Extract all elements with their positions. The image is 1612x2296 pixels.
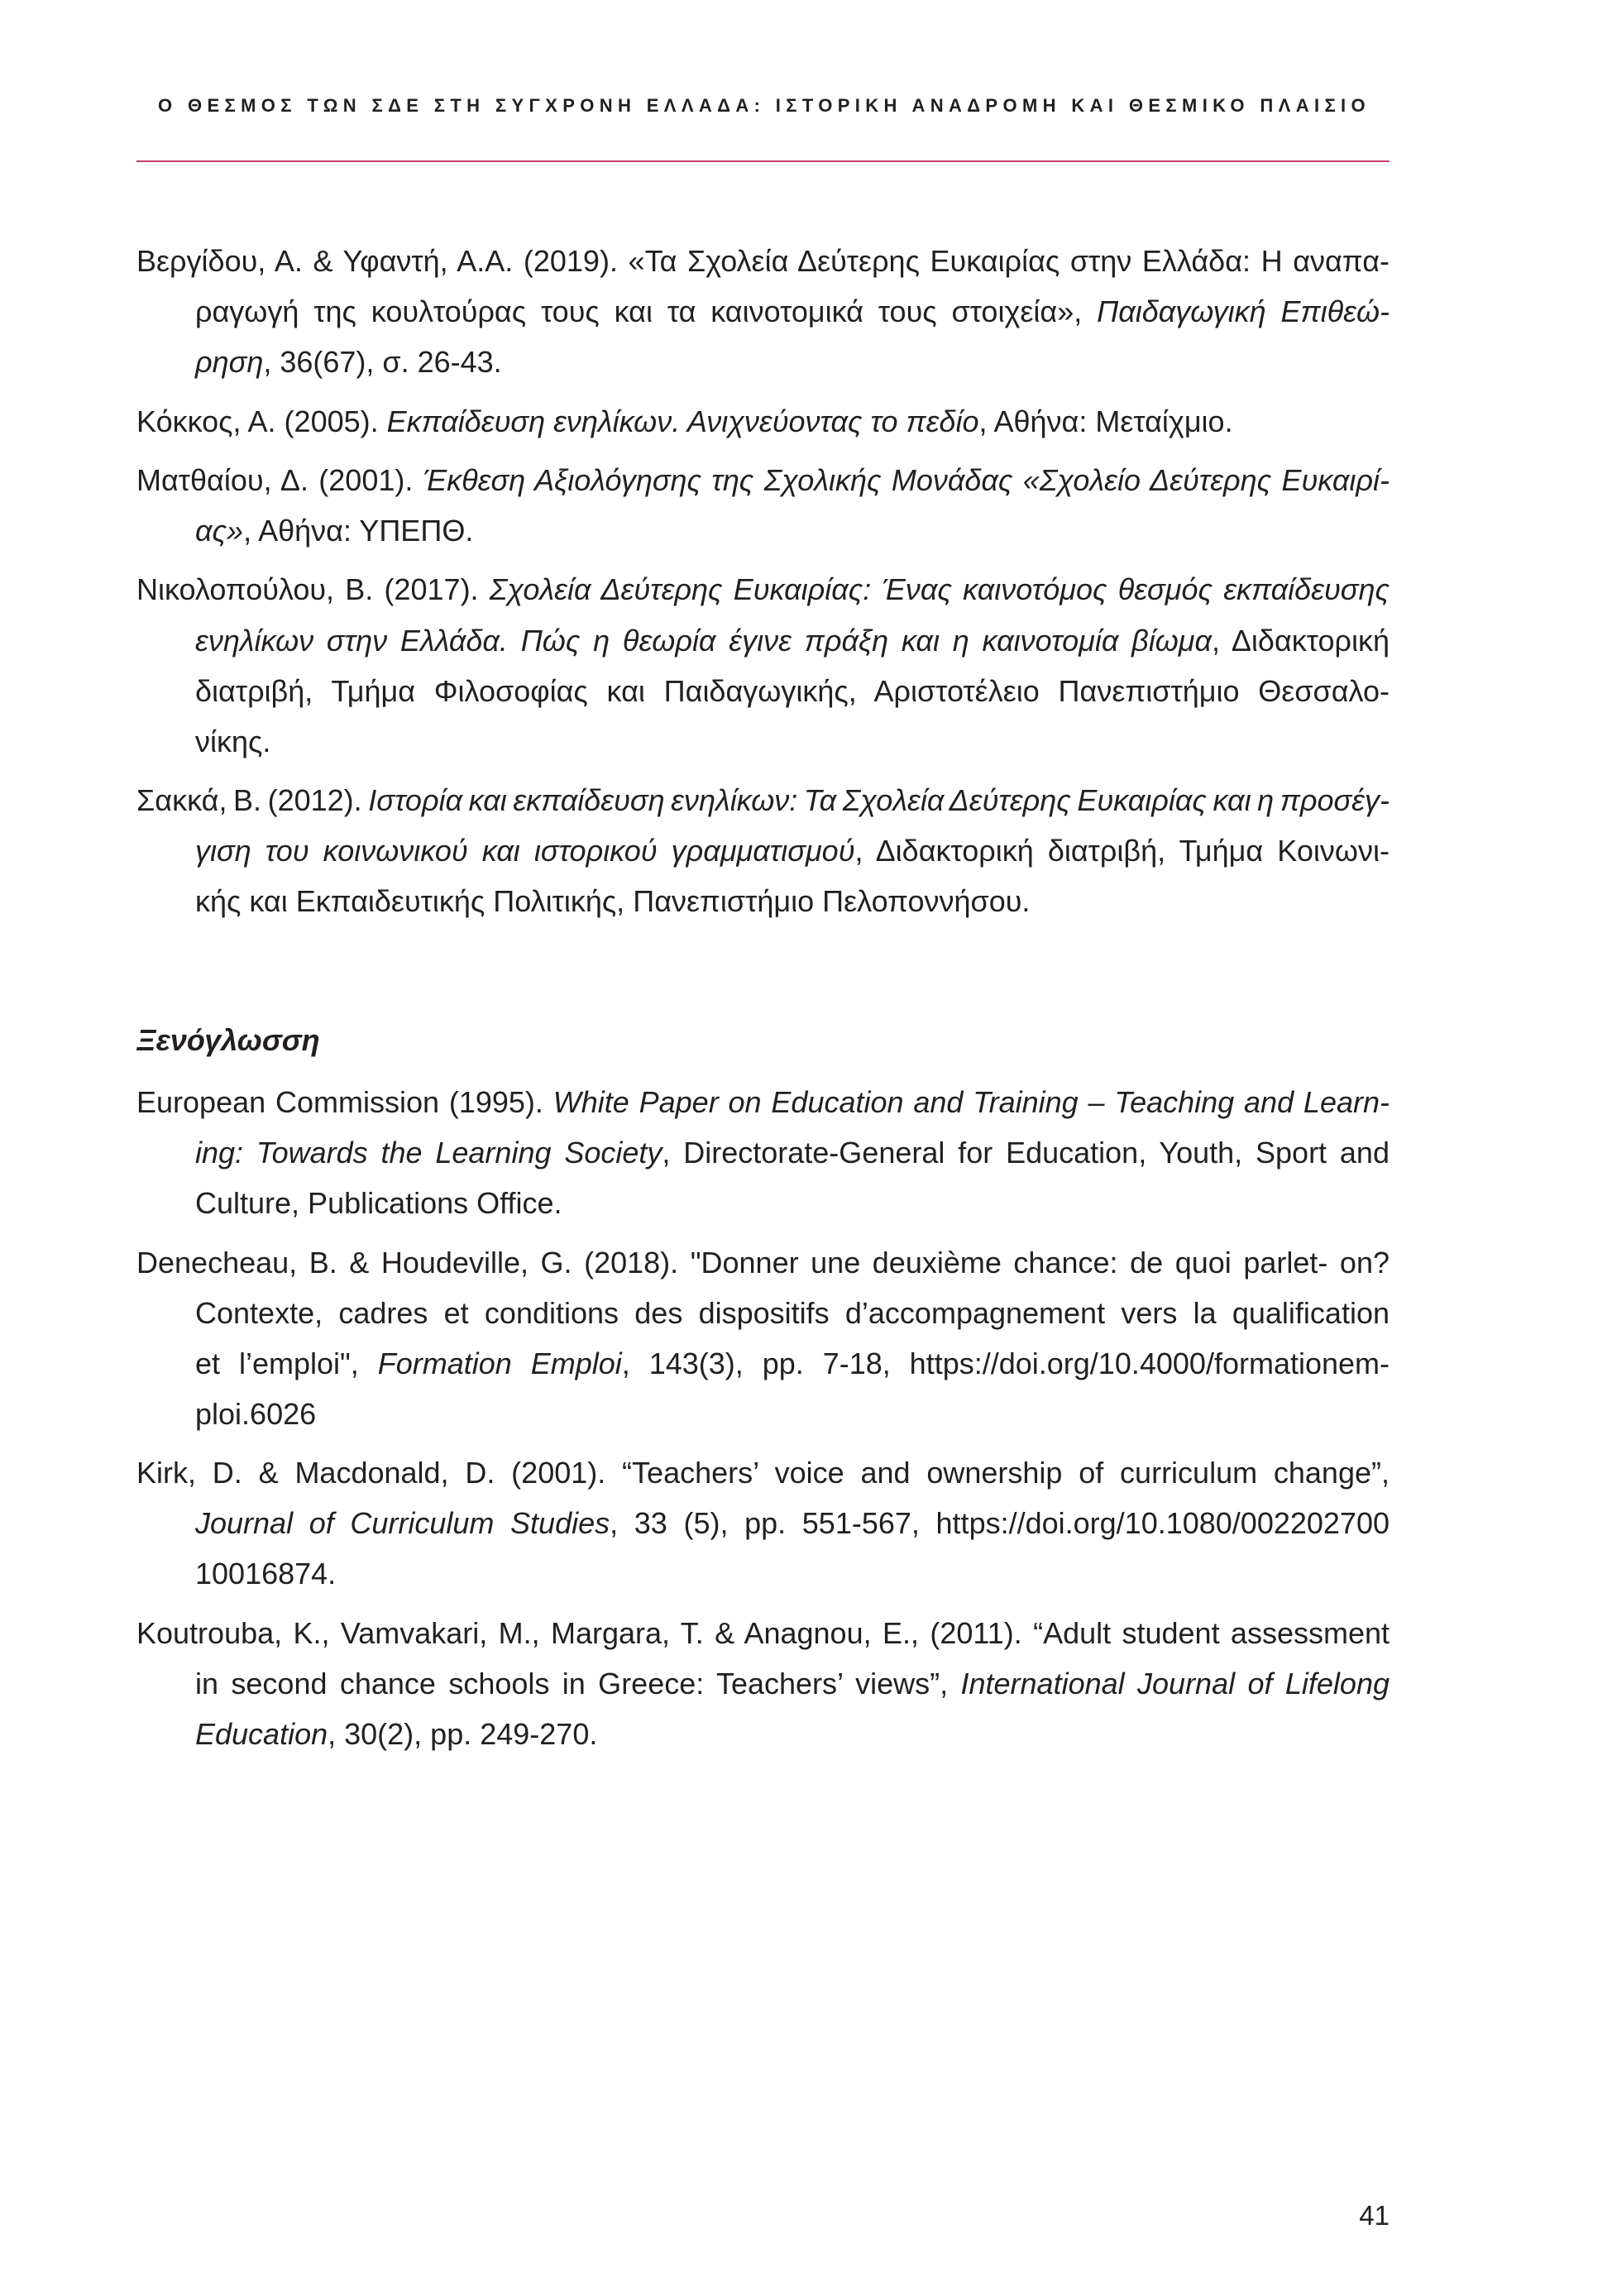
header-rule: [136, 160, 1390, 162]
reference-line: [195, 337, 1390, 387]
reference-line-text: [195, 286, 1390, 337]
page-number: 41: [1359, 2200, 1390, 2231]
reference-title: Education: [195, 1717, 328, 1752]
reference-text: , Directorate-General for Education, Youth, Sport and: [662, 1136, 1390, 1170]
reference-title: Σχολεία Δεύτερης Ευκαιρίας: Ένας καινοτόμος θεσμός εκπαίδευσης: [489, 572, 1390, 607]
reference-text: , 30(2), pp. 249-270.: [328, 1717, 598, 1752]
reference-text: , 143(3), pp. 7-18, https://doi.org/10.4000/formationem-: [621, 1346, 1390, 1380]
reference-text: Culture, Publications Office.: [195, 1186, 562, 1221]
reference-line: [136, 455, 1390, 505]
reference-line-text: [195, 337, 502, 387]
reference-line: [136, 564, 1390, 615]
foreign-references-heading: Ξενόγλωσση: [136, 1023, 320, 1057]
reference-text: Denecheau, B. & Houdeville, G. (2018). "Donner une deuxième chance: de quoi parlet- on?: [136, 1245, 1390, 1280]
greek-references-list: [136, 236, 1390, 926]
reference-text: , Διδακτορική διατριβή, Τμήμα Κοινωνι-: [854, 834, 1390, 868]
reference-line: [195, 825, 1390, 876]
running-header: [158, 93, 1370, 119]
reference-line-text: [195, 1389, 316, 1439]
reference-line-text: [195, 505, 473, 556]
reference-text: Σακκά, Β. (2012).: [136, 783, 369, 818]
reference-line: [195, 876, 1390, 926]
reference-line: [195, 1548, 1390, 1599]
reference-title: Journal of Curriculum Studies: [195, 1506, 610, 1541]
reference-line: [195, 1338, 1390, 1389]
reference-line: [136, 1237, 1390, 1288]
reference-line: [195, 615, 1390, 666]
reference-line-text: [195, 615, 1390, 666]
reference-line: [195, 1127, 1390, 1178]
reference-text: Νικολοπούλου, Β. (2017).: [136, 572, 490, 607]
reference-text: Kirk, D. & Macdonald, D. (2001). “Teachers’ voice and ownership of curriculum change”,: [136, 1456, 1390, 1490]
reference-line: [195, 1178, 1390, 1228]
reference-line: [136, 1608, 1390, 1658]
reference-line: [195, 666, 1390, 716]
reference-entry: [136, 396, 1390, 447]
reference-title: ας»: [195, 514, 244, 548]
reference-line: [136, 236, 1390, 286]
reference-line-text: [195, 1548, 336, 1599]
reference-title: White Paper on Education and Training – Teaching and Learn-: [552, 1085, 1390, 1119]
reference-text: Κόκκος, Α. (2005).: [136, 404, 387, 438]
reference-entry: [136, 1608, 1390, 1759]
reference-text: Koutrouba, K., Vamvakari, M., Margara, T. & Anagnou, E., (2011). “Adult student assessment: [136, 1615, 1390, 1650]
reference-title: Έκθεση Αξιολόγησης της Σχολικής Μονάδας «Σχολείο Δεύτερης Ευκαιρί-: [423, 462, 1390, 497]
reference-text: , 36(67), σ. 26-43.: [263, 345, 502, 380]
reference-line: [136, 1447, 1390, 1498]
reference-entry: [136, 1077, 1390, 1228]
reference-line: [195, 1389, 1390, 1439]
reference-line-text: [136, 1608, 1390, 1658]
reference-title: γιση του κοινωνικού και ιστορικού γραμματισμού: [195, 834, 855, 868]
reference-line-text: [195, 825, 1390, 876]
reference-line-text: [195, 1709, 597, 1759]
reference-text: Βεργίδου, Α. & Υφαντή, Α.Α. (2019). «Τα Σχολεία Δεύτερης Ευκαιρίας στην Ελλάδα: Η αναπα-: [136, 244, 1390, 278]
reference-line-text: [195, 1498, 1390, 1548]
reference-text: νίκης.: [195, 724, 271, 758]
reference-title: Παιδαγωγική Επιθεώ-: [1097, 294, 1390, 329]
reference-text: , Διδακτορική: [1212, 623, 1390, 658]
reference-text: διατριβή, Τμήμα Φιλοσοφίας και Παιδαγωγικής, Αριστοτέλειο Πανεπιστήμιο Θεσσαλο-: [195, 673, 1390, 708]
reference-text: , Αθήνα: ΥΠΕΠΘ.: [243, 514, 474, 548]
reference-line-text: [136, 1447, 1390, 1498]
reference-line-text: [195, 1127, 1390, 1178]
reference-title: ενηλίκων στην Ελλάδα. Πώς η θεωρία έγινε πράξη και η καινοτομία βίωμα: [195, 623, 1213, 658]
reference-line: [136, 775, 1390, 825]
reference-text: κής και Εκπαιδευτικής Πολιτικής, Πανεπιστήμιο Πελοποννήσου.: [195, 884, 1031, 919]
reference-text: , Αθήνα: Μεταίχμιο.: [978, 404, 1233, 438]
reference-text: in second chance schools in Greece: Teachers’ views”,: [195, 1666, 961, 1700]
reference-title: ρηση: [195, 345, 264, 380]
reference-line-text: [136, 564, 1390, 615]
reference-text: et l’emploi",: [195, 1346, 378, 1380]
reference-title: Ιστορία και εκπαίδευση ενηλίκων: Τα Σχολεία Δεύτερης Ευκαιρίας και η προσέγ-: [368, 783, 1390, 818]
reference-line-text: [195, 716, 270, 767]
reference-line: [195, 1658, 1390, 1709]
reference-title: ing: Towards the Learning Society: [195, 1136, 662, 1170]
reference-line: [195, 1709, 1390, 1759]
reference-entry: [136, 1447, 1390, 1599]
running-header-text: Ο ΘΕΣΜΟΣ ΤΩΝ ΣΔΕ ΣΤΗ ΣΥΓΧΡΟΝΗ ΕΛΛΑΔΑ: ΙΣΤΟΡΙΚΗ ΑΝΑΔΡΟΜΗ ΚΑΙ ΘΕΣΜΙΚΟ ΠΛΑΙΣΙΟ: [158, 95, 1370, 116]
foreign-references-list: [136, 1077, 1390, 1759]
reference-line: [136, 1077, 1390, 1127]
reference-entry: [136, 564, 1390, 766]
reference-title: Εκπαίδευση ενηλίκων. Ανιχνεύοντας το πεδίο: [386, 404, 979, 438]
reference-text: European Commission (1995).: [136, 1085, 553, 1119]
reference-line-text: [136, 455, 1390, 505]
reference-line: [136, 396, 1390, 447]
reference-text: , 33 (5), pp. 551-567, https://doi.org/10.1080/002202700: [610, 1506, 1390, 1541]
reference-text: Ματθαίου, Δ. (2001).: [136, 462, 423, 497]
reference-line-text: [195, 876, 1030, 926]
reference-line-text: [195, 1178, 562, 1228]
reference-line-text: [195, 666, 1390, 716]
reference-line: [195, 1288, 1390, 1338]
reference-text: ploi.6026: [195, 1396, 317, 1431]
reference-entry: [136, 775, 1390, 926]
reference-line-text: [136, 1077, 1390, 1127]
reference-text: 10016874.: [195, 1557, 337, 1591]
reference-line-text: [136, 1237, 1390, 1288]
reference-line-text: [136, 775, 1390, 825]
reference-text: Contexte, cadres et conditions des dispositifs d’accompagnement vers la qualification: [195, 1295, 1390, 1330]
reference-line: [195, 1498, 1390, 1548]
reference-line-text: [195, 1288, 1390, 1338]
reference-entry: [136, 236, 1390, 387]
reference-entry: [136, 455, 1390, 556]
reference-line-text: [195, 1338, 1390, 1389]
reference-line: [195, 286, 1390, 337]
reference-line-text: [195, 1658, 1390, 1709]
reference-text: ραγωγή της κουλτούρας τους και τα καινοτομικά τους στοιχεία»,: [195, 294, 1098, 329]
reference-line: [195, 716, 1390, 767]
reference-line-text: [136, 396, 1233, 447]
reference-line: [195, 505, 1390, 556]
reference-line-text: [136, 236, 1390, 286]
reference-entry: [136, 1237, 1390, 1439]
reference-title: Formation Emploi: [377, 1346, 622, 1380]
reference-title: International Journal of Lifelong: [960, 1666, 1390, 1700]
